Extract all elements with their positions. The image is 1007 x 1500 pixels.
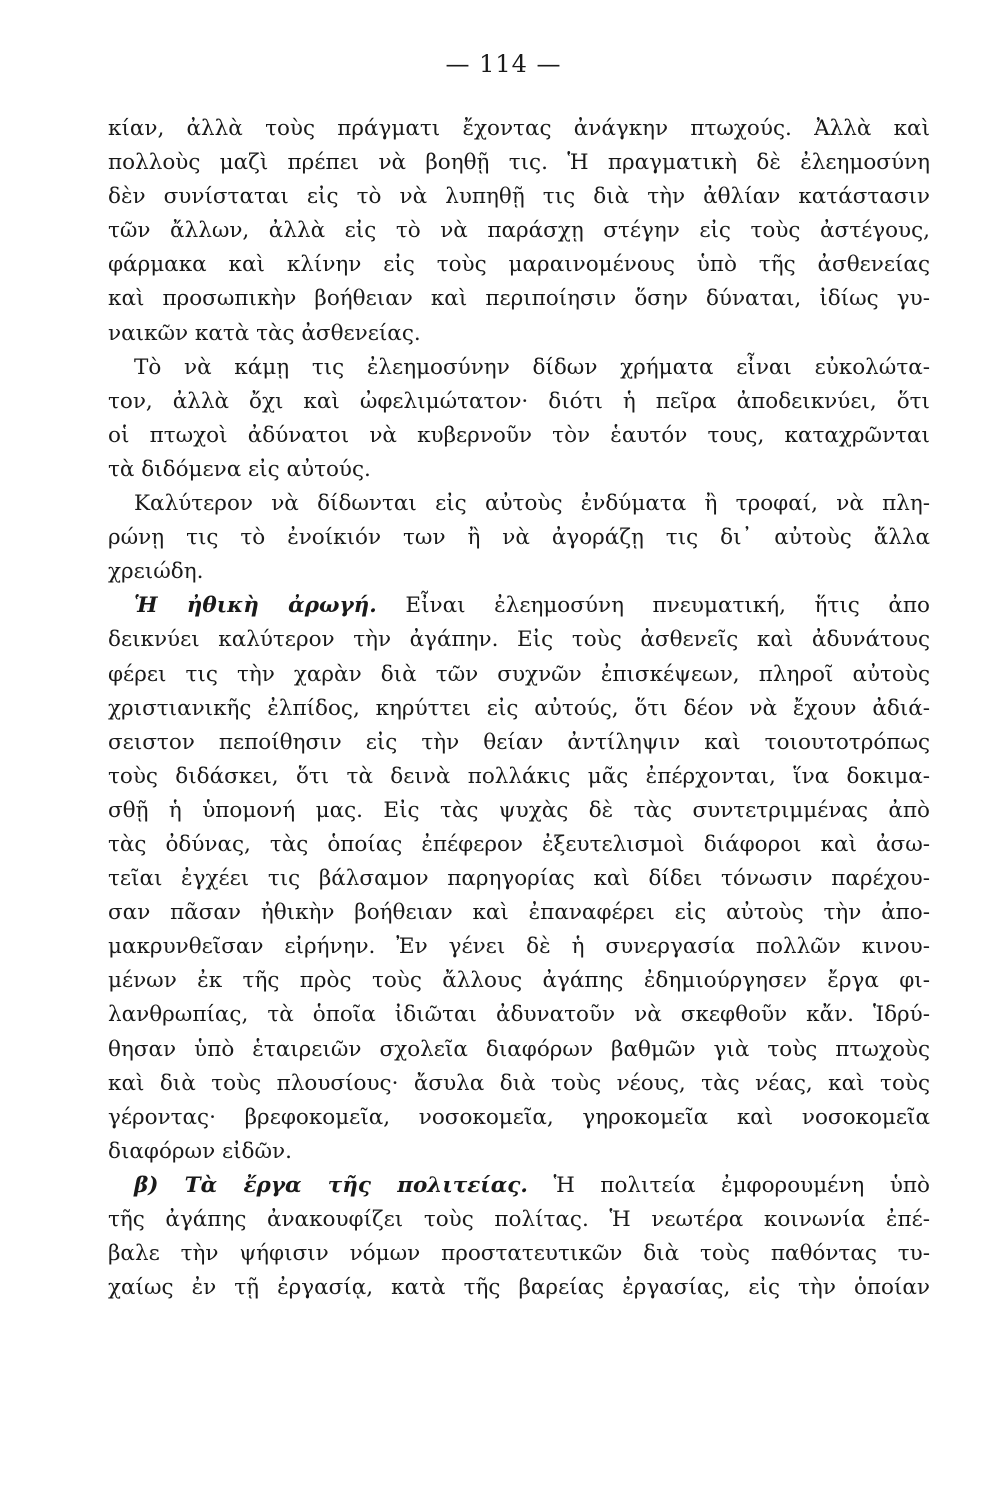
text-line: βαλε τὴν ψήφισιν νόμων προστατευτικῶν διὰ τοὺς παθόντας τυ- [108,1241,930,1267]
state-works-heading: β) Τὰ ἔργα τῆς πολιτείας. [134,1172,528,1198]
text-line: θησαν ὑπὸ ἑταιρειῶν σχολεῖα διαφόρων βαθμῶν γιὰ τοὺς πτωχοὺς [108,1036,930,1062]
text-line: δὲν συνίσταται εἰς τὸ νὰ λυπηθῇ τις διὰ τὴν ἀθλίαν κατάστασιν [108,184,930,210]
text-line: χριστιανικῆς ἐλπίδος, κηρύττει εἰς αὐτούς, ὅτι δέον νὰ ἔχουν ἀδιά- [108,695,930,721]
text-line-heading [108,1169,930,1203]
text-line: λανθρωπίας, τὰ ὁποῖα ἰδιῶται ἀδυνατοῦν νὰ σκεφθοῦν κἄν. Ἱδρύ- [108,1002,930,1028]
text-line: τῆς ἀγάπης ἀνακουφίζει τοὺς πολίτας. Ἡ νεωτέρα κοινωνία ἐπέ- [108,1207,930,1232]
text-line: οἱ πτωχοὶ ἀδύνατοι νὰ κυβερνοῦν τὸν ἑαυτόν τους, καταχρῶνται [108,422,930,448]
text-line: τὰ διδόμενα εἰς αὐτούς. [108,456,371,482]
page-number: — 114 — [445,50,562,78]
text-line: τὰς ὀδύνας, τὰς ὁποίας ἐπέφερον ἐξευτελισμοὶ διάφοροι καὶ ἀσω- [108,831,930,857]
text-line: τον, ἀλλὰ ὄχι καὶ ὠφελιμώτατον· διότι ἡ πεῖρα ἀποδεικνύει, ὅτι [108,388,930,414]
text-line: χαίως ἐν τῇ ἐργασίᾳ, κατὰ τῆς βαρείας ἐργασίας, εἰς τὴν ὁποίαν [108,1275,930,1301]
text-line: Τὸ νὰ κάμῃ τις ἐλεημοσύνην δίδων χρήματα εἶναι εὐκολώτα- [134,354,930,380]
text-line: σθῇ ἡ ὑπομονή μας. Εἰς τὰς ψυχὰς δὲ τὰς συντετριμμένας ἀπὸ [108,797,930,823]
text-line: τῶν ἄλλων, ἀλλὰ εἰς τὸ νὰ παράσχῃ στέγην εἰς τοὺς ἀστέγους, [108,218,930,244]
text-line: διαφόρων εἰδῶν. [108,1138,292,1164]
moral-help-heading: Ἡ ἠθικὴ ἀρωγή. [134,593,377,619]
text-line: ναικῶν κατὰ τὰς ἀσθενείας. [108,320,421,346]
text-line: χρειώδη. [108,559,204,585]
text-line: μακρυνθεῖσαν εἰρήνην. Ἐν γένει δὲ ἡ συνεργασία πολλῶν κινου- [108,934,930,960]
text-line: σειστον πεποίθησιν εἰς τὴν θείαν ἀντίληψιν καὶ τοιουτοτρόπως [108,729,930,755]
text-line: δεικνύει καλύτερον τὴν ἀγάπην. Εἰς τοὺς ἀσθενεῖς καὶ ἀδυνάτους [108,627,930,653]
text-line-heading [108,589,930,623]
text-line: σαν πᾶσαν ἠθικὴν βοήθειαν καὶ ἐπαναφέρει εἰς αὐτοὺς τὴν ἀπο- [108,900,930,926]
text-line: φέρει τις τὴν χαρὰν διὰ τῶν συχνῶν ἐπισκέψεων, πληροῖ αὐτοὺς [108,661,930,687]
text-line: ρώνῃ τις τὸ ἐνοίκιόν των ἢ νὰ ἀγοράζῃ τις δι᾽ αὐτοὺς ἄλλα [108,525,930,551]
body-text [108,112,930,1305]
text-line: τεῖαι ἐγχέει τις βάλσαμον παρηγορίας καὶ δίδει τόνωσιν παρέχου- [108,866,930,892]
text-line: κίαν, ἀλλὰ τοὺς πράγματι ἔχοντας ἀνάγκην πτωχούς. Ἀλλὰ καὶ [108,116,930,141]
text-line: γέροντας· βρεφοκομεῖα, νοσοκομεῖα, γηροκομεῖα καὶ νοσοκομεῖα [108,1104,930,1130]
text-line: καὶ προσωπικὴν βοήθειαν καὶ περιποίησιν ὅσην δύναται, ἰδίως γυ- [108,286,930,312]
text-line: πολλοὺς μαζὶ πρέπει νὰ βοηθῇ τις. Ἡ πραγματικὴ δὲ ἐλεημοσύνη [108,150,930,176]
text-line: καὶ διὰ τοὺς πλουσίους· ἄσυλα διὰ τοὺς νέους, τὰς νέας, καὶ τοὺς [108,1070,930,1096]
text-line: Καλύτερον νὰ δίδωνται εἰς αὐτοὺς ἐνδύματα ἢ τροφαί, νὰ πλη- [134,491,930,517]
text-line-rest: Ἡ πολιτεία ἐμφορουμένη ὑπὸ [553,1172,930,1198]
text-line: τοὺς διδάσκει, ὅτι τὰ δεινὰ πολλάκις μᾶς ἐπέρχονται, ἵνα δοκιμα- [108,763,930,789]
text-line: φάρμακα καὶ κλίνην εἰς τοὺς μαραινομένους ὑπὸ τῆς ἀσθενείας [108,252,930,278]
text-line: μένων ἐκ τῆς πρὸς τοὺς ἄλλους ἀγάπης ἐδημιούργησεν ἔργα φι- [108,968,930,994]
text-line-rest: Εἶναι ἐλεημοσύνη πνευματική, ἥτις ἀπο [405,593,930,619]
